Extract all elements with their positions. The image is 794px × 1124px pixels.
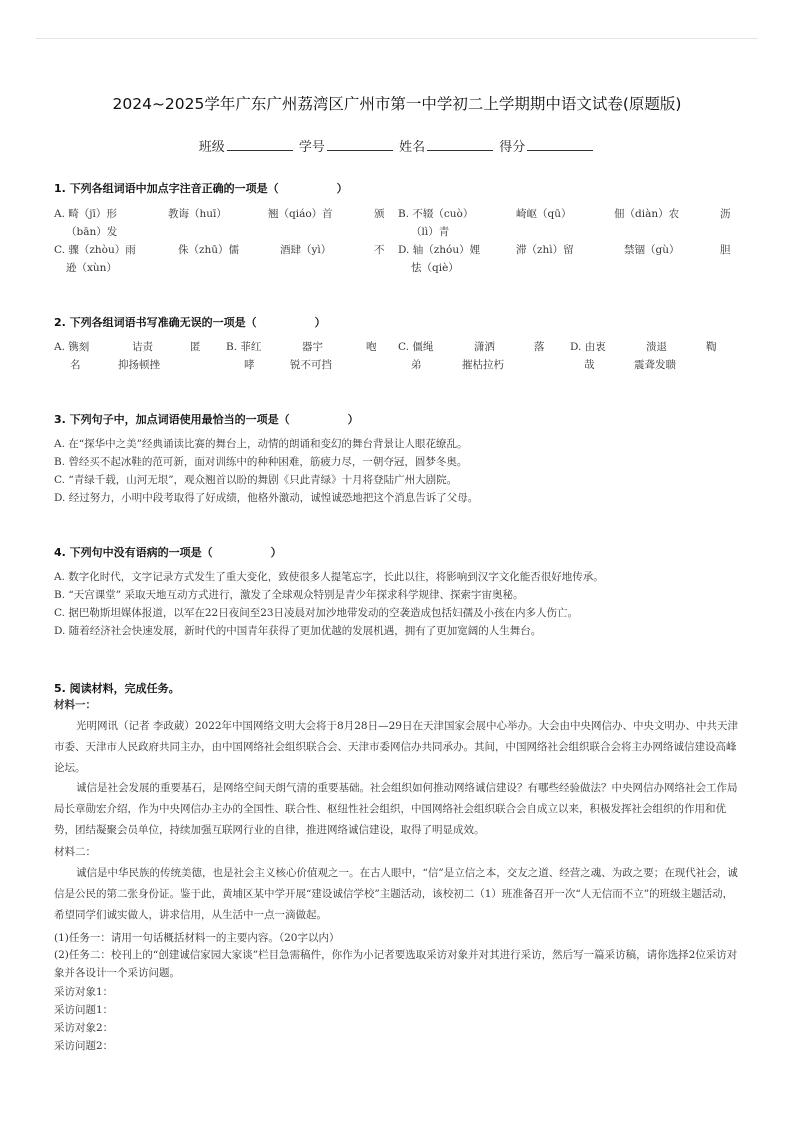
q2-option-c-3: 落: [534, 341, 545, 353]
q2-option-d-4: 哉: [584, 359, 595, 371]
material-1-label: 材料一：: [54, 699, 96, 711]
q1-option-c-1: C. 骤（zhòu）雨: [54, 244, 136, 256]
q2-option-d-1: D. 由衷: [570, 341, 606, 353]
q1-option-d-2: 滞（zhì）留: [516, 244, 574, 256]
material-1-paragraph-1: [54, 716, 742, 779]
question-1-stem: [54, 180, 348, 196]
q2-option-b-4: 哮: [244, 359, 255, 371]
q2-option-c-5: 摧枯拉朽: [462, 359, 504, 371]
interview-subject-1: 采访对象1：: [54, 986, 114, 998]
page-title: 2024~2025学年广东广州荔湾区广州市第一中学初二上学期期中语文试卷(原题版): [112, 95, 682, 113]
q2-option-c-2: 潇洒: [474, 341, 495, 353]
q1-option-c-4: 不: [374, 244, 385, 256]
q1-option-b-3: 佃（diàn）农: [614, 208, 680, 220]
question-3-text: 3. 下列句子中，加点词语使用最恰当的一项是（: [54, 413, 290, 426]
q2-option-b-2: 器宇: [302, 341, 323, 353]
q2-option-a-5: 抑扬顿挫: [118, 359, 160, 371]
interview-question-1: 采访问题1：: [54, 1004, 114, 1016]
q4-option-d: D. 随着经济社会快速发展，新时代的中国青年获得了更加优越的发展机遇，拥有了更加宽阔的人生舞台。: [54, 625, 542, 637]
interview-subject-2: 采访对象2：: [54, 1022, 114, 1034]
paragraph-text: 诚信是中华民族的传统美德，也是社会主义核心价值观之一。在古人眼中，“信”是立信之本，交友之道、经营之魂、为政之要；在现代社会，诚信是公民的第二张身份证。鉴于此，黄埔区某中学开展“建设诚信学校”主题活动，该校初二（1）班准备召开一次“人无信而不立”的班级主题活动，希望同学们诚实做人，讲求信用，从生活中一点一滴做起。: [54, 867, 738, 921]
question-5-stem: 5. 阅读材料，完成任务。: [54, 682, 180, 695]
q3-option-c: C. “青绿千载，山河无垠”，观众翘首以盼的舞剧《只此青绿》十月将登陆广州大剧院。: [54, 474, 458, 486]
q1-option-a-1: A. 畸（jī）形: [54, 208, 117, 220]
student-info-line: [0, 136, 794, 155]
q1-option-a-2: 教诲（huī）: [168, 208, 227, 220]
q2-option-b-3: 咆: [366, 341, 377, 353]
question-1-text: 1. 下列各组词语中加点字注音正确的一项是（: [54, 182, 279, 195]
q1-option-c-cont: 逊（xùn）: [66, 262, 117, 274]
q1-option-d-1: D. 轴（zhóu）娌: [398, 244, 481, 256]
q2-option-a-4: 名: [70, 359, 81, 371]
q1-option-c-2: 侏（zhū）儒: [178, 244, 240, 256]
question-4-text: 4. 下列句中没有语病的一项是（: [54, 546, 213, 559]
class-blank[interactable]: [227, 138, 293, 151]
q3-option-a: A. 在“探华中之美”经典诵读比赛的舞台上，动情的朗诵和变幻的舞台背景让人眼花缭乱。: [54, 438, 468, 450]
header-rule: [36, 38, 758, 39]
paren-close: ）: [314, 316, 326, 329]
q2-option-d-3: 鞫: [706, 341, 717, 353]
score-label: 得分: [499, 140, 526, 155]
q1-option-d-3: 禁锢（gù）: [624, 244, 680, 256]
task-2: (2)任务二：校刊上的“创建诚信家园大家谈”栏目急需稿件，你作为小记者要选取采访对象并对其进行采访，然后写一篇采访稿，请你选择2位采访对象并各设计一个采访问题。: [54, 949, 738, 979]
q2-option-a-3: 匿: [190, 341, 201, 353]
score-blank[interactable]: [527, 138, 593, 151]
id-blank[interactable]: [327, 138, 393, 151]
paren-close: ）: [347, 413, 359, 426]
q1-option-a-3: 翘（qiáo）首: [268, 208, 333, 220]
q2-option-a-1: A. 镌刻: [54, 341, 90, 353]
question-3-stem: [54, 411, 359, 427]
q1-option-d-4: 胆: [720, 244, 731, 256]
id-label: 学号: [298, 140, 325, 155]
q4-option-b: B. “天宫课堂” 采取天地互动方式进行，激发了全球观众特别是青少年探求科学规律、探索宇宙奥秘。: [54, 589, 524, 601]
q2-option-c-1: C. 僵绳: [398, 341, 434, 353]
q4-option-c: C. 据巴勒斯坦媒体报道，以军在22日夜间至23日凌晨对加沙地带发动的空袭造成包括妇孺及小孩在内多人伤亡。: [54, 607, 579, 619]
q2-option-b-1: B. 菲红: [226, 341, 262, 353]
question-2-text: 2. 下列各组词语书写准确无误的一项是（: [54, 316, 257, 329]
q1-option-b-cont: （lì）青: [411, 226, 450, 238]
q3-option-d: D. 经过努力，小明中段考取得了好成绩，他格外激动，诚惶诚恐地把这个消息告诉了父母。: [54, 492, 479, 504]
q1-option-b-1: B. 不辍（cuò）: [398, 208, 474, 220]
q2-option-d-5: 震聋发聩: [634, 359, 676, 371]
question-2-stem: [54, 314, 326, 330]
interview-question-2: 采访问题2：: [54, 1040, 114, 1052]
q1-option-b-4: 沥: [720, 208, 731, 220]
name-label: 姓名: [399, 140, 426, 155]
q2-option-a-2: 诘责: [132, 341, 153, 353]
q2-option-b-5: 锐不可挡: [290, 359, 332, 371]
q3-option-b: B. 曾经买不起冰鞋的范可新，面对训练中的种种困难，筋疲力尽，一朝夺冠，圆梦冬奥。: [54, 456, 468, 468]
q1-option-a-4: 颁: [374, 208, 385, 220]
paragraph-text: 光明网讯（记者 李政葳）2022年中国网络文明大会将于8月28日—29日在天津国家会展中心举办。大会由中央网信办、中央文明办、中共天津市委、天津市人民政府共同主办，由中国网络社会组织联合会、天津市委网信办共同承办。其间，中国网络社会组织联合会将主办网络诚信建设高峰论坛。: [54, 720, 738, 774]
q1-option-c-3: 酒肆（yì）: [280, 244, 332, 256]
paren-close: ）: [270, 546, 282, 559]
q1-option-d-cont: 怯（qiè）: [411, 262, 459, 274]
class-label: 班级: [198, 140, 225, 155]
material-1-paragraph-2: [54, 778, 742, 841]
paren-close: ）: [336, 182, 348, 195]
task-1: (1)任务一：请用一句话概括材料一的主要内容。（20字以内）: [54, 932, 340, 944]
q1-option-b-2: 崎岖（qū）: [516, 208, 572, 220]
q4-option-a: A. 数字化时代，文字记录方式发生了重大变化，致使很多人提笔忘字，长此以往，将影响到汉字文化能否很好地传承。: [54, 571, 604, 583]
paragraph-text: 诚信是社会发展的重要基石，是网络空间天朗气清的重要基础。社会组织如何推动网络诚信建设？有哪些经验做法？中央网信办网络社会工作局局长章勋宏介绍，作为中央网信办主办的全国性、联合性、枢纽性社会组织，中国网络社会组织联合会自成立以来，积极发挥社会组织的作用和优势，团结凝聚会员单位，持续加强互联网行业的自律，推进网络诚信建设，取得了明显成效。: [54, 782, 738, 836]
q2-option-d-2: 溃退: [646, 341, 667, 353]
material-2-paragraph: [54, 863, 742, 926]
q2-option-c-4: 弟: [411, 359, 422, 371]
question-4-stem: [54, 544, 282, 560]
material-2-label: 材料二：: [54, 846, 96, 858]
name-blank[interactable]: [427, 138, 493, 151]
q1-option-a-cont: （bān）发: [66, 226, 118, 238]
